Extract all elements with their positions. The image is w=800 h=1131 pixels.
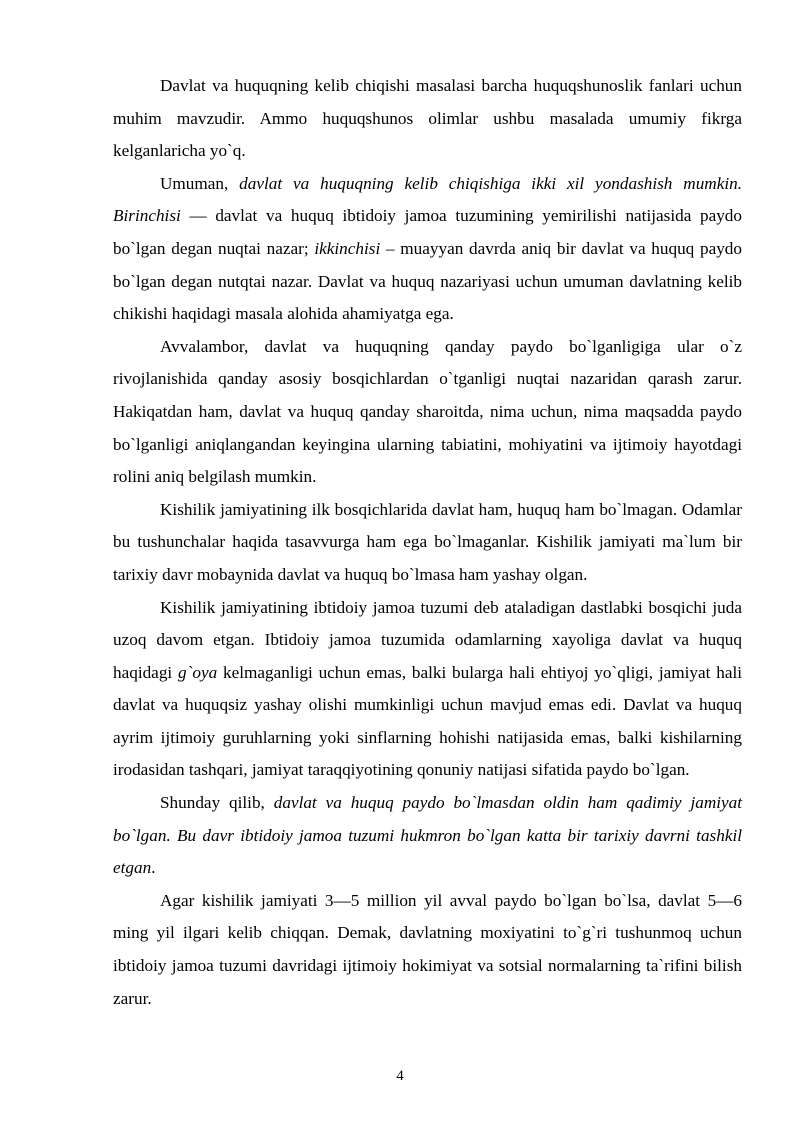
text-run: Agar kishilik jamiyati 3—5 million yil avval paydo bo`lgan bo`lsa, davlat 5—6 ming yil ilgari kelib chiqqan. Demak, davlatning moxiyatini to`g`ri tushunmoq uchun ibtidoiy jamoa tuzumi davridagi ijtimoiy hokimiyat va sotsial normalarning ta`rifini bilish zarur. (113, 890, 742, 1008)
paragraph (113, 494, 742, 592)
text-run: — davlat va huquq ibtidoiy jamoa tuzumining yemirilishi natijasida paydo bo`lgan degan nuqtai nazar; (113, 206, 742, 258)
text-run: Davlat va huquqning kelib chiqishi masalasi barcha huquqshunoslik fanlari uchun muhim mavzudir. Ammo huquqshunos olimlar ushbu masalada umumiy fikrga kelganlaricha yo`q. (113, 76, 742, 161)
paragraph (113, 592, 742, 788)
paragraph (113, 885, 742, 1015)
text-run: – muayyan davrda aniq bir davlat va huquq paydo bo`lgan degan nutqtai nazar. Davlat va huquq nazariyasi uchun umuman davlatning kelib chikishi haqidagi masala alohida ahamiyatga ega. (113, 238, 742, 324)
text-run: . (151, 858, 156, 878)
page-number: 4 (396, 1068, 404, 1084)
text-run: kelmaganligi uchun emas, balki bularga hali ehtiyoj yo`qligi, jamiyat hali davlat va huquqsiz yashay olishi mumkinligi uchun mavjud emas edi. Davlat va huquq ayrim ijtimoiy guruhlarning yoki sinflarning hohishi natijasida emas, balki kishilarning irodasidan tashqari, jamiyat taraqqiyotining qonuniy natijasi sifatida paydo bo`lgan. (113, 662, 742, 780)
paragraph (113, 168, 742, 331)
text-run: Kishilik jamiyatining ilk bosqichlarida davlat ham, huquq ham bo`lmagan. Odamlar bu tushunchalar haqida tasavvurga ham ega bo`lmaganlar. Kishilik jamiyati ma`lum bir tarixiy davr mobaynida davlat va huquq bo`lmasa ham yashay olgan. (113, 499, 742, 584)
document-body (113, 70, 742, 1015)
italic-text-run: davlat va huquqning kelib chiqishiga ikki xil yondashish mumkin. Birinchisi (113, 173, 743, 226)
paragraph (113, 787, 742, 885)
italic-text-run: g`oya (178, 662, 218, 682)
text-run: Umuman, (160, 173, 240, 193)
text-run: Avvalambor, davlat va huquqning qanday paydo bo`lganligiga ular o`z rivojlanishida qanday asosiy bosqichlardan o`tganligi nuqtai nazaridan qarash zarur. Hakiqatdan ham, davlat va huquq qanday sharoitda, nima uchun, nima maqsadda paydo bo`lganligi aniqlangandan keyingina ularning tabiatini, mohiyatini va ijtimoiy hayotdagi rolini aniq belgilash mumkin. (113, 336, 742, 487)
italic-text-run: ikkinchisi (314, 238, 381, 258)
paragraph (113, 331, 742, 494)
text-run: Kishilik jamiyatining ibtidoiy jamoa tuzumi deb ataladigan dastlabki bosqichi juda uzoq davom etgan. Ibtidoiy jamoa tuzumida odamlarning xayoliga davlat va huquq haqidagi (113, 597, 742, 682)
paragraph (113, 70, 742, 168)
italic-text-run: davlat va huquq paydo bo`lmasdan oldin ham qadimiy jamiyat bo`lgan. Bu davr ibtidoiy jamoa tuzumi hukmron bo`lgan katta bir tarixiy davrni tashkil etgan (113, 793, 743, 878)
text-run: Shunday qilib, (160, 793, 274, 813)
